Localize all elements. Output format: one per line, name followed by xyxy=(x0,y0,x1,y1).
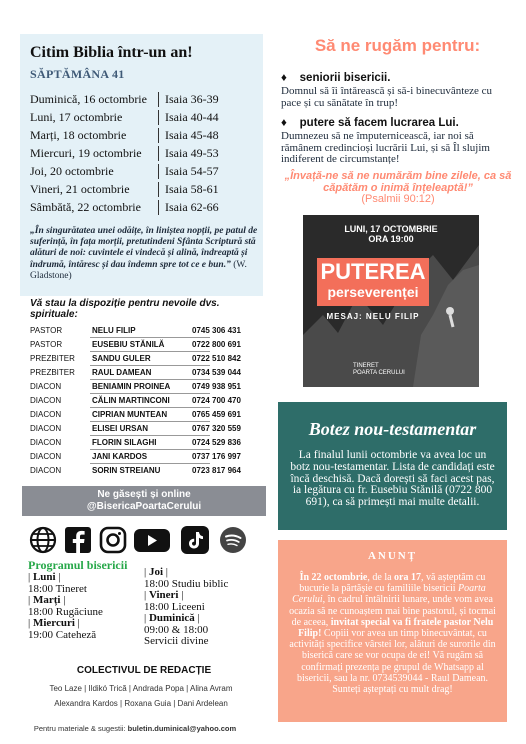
program-time: 18:00 Tineret xyxy=(28,582,87,595)
reading-day: Vineri, 21 octombrie xyxy=(30,182,130,196)
spotify-icon[interactable] xyxy=(218,525,248,555)
name-cell: EUSEBIU STĂNILĂ xyxy=(92,340,165,349)
bible-title: Citim Biblia într-un an! xyxy=(30,44,193,61)
name-cell: RAUL DAMEAN xyxy=(92,368,152,377)
reading-verse: Isaia 49-53 xyxy=(158,146,219,161)
bible-reading-box xyxy=(20,34,263,296)
youtube-icon[interactable] xyxy=(132,525,172,555)
online-line1: Ne găsești și online xyxy=(97,489,191,500)
ann-italic: Poarta Cerului xyxy=(292,583,486,606)
facebook-icon[interactable] xyxy=(63,525,93,555)
ann-bold: ora 17 xyxy=(394,572,421,583)
program-day: Marți xyxy=(32,594,61,606)
phone-cell[interactable]: 0734 539 044 xyxy=(192,368,241,377)
reading-verse: Isaia 36-39 xyxy=(158,92,219,107)
reading-row xyxy=(30,144,260,161)
program-day: Duminică xyxy=(148,612,195,624)
table-row xyxy=(30,352,270,366)
name-cell: FLORIN SILAGHI xyxy=(92,438,157,447)
phone-cell[interactable]: 0724 529 836 xyxy=(192,438,241,447)
ann-text: Copiii vor avea un timp binecuvântat, cu activități specifice vârstei lor, alături de surorile din biserică care se vor ocupa de ei! Vă rugăm să confirmați prezența pe grupul de Whatsapp al bisericii, sau la nr. 0734539044 - Raul Damean. xyxy=(289,628,496,684)
name-cell: SORIN STREIANU xyxy=(92,466,161,475)
table-row xyxy=(30,324,270,338)
table-row xyxy=(30,408,270,422)
baptism-box xyxy=(278,402,507,530)
phone-cell[interactable]: 0737 176 997 xyxy=(192,452,241,461)
servants-heading: Vă stau la dispoziție pentru nevoile dvs. spirituale: xyxy=(30,298,220,320)
role-cell: DIACON xyxy=(30,382,62,391)
contact-line xyxy=(0,724,270,733)
program-time: 18:00 Rugăciune xyxy=(28,605,103,618)
prayer-heading: Să ne rugăm pentru: xyxy=(314,36,481,55)
table-row xyxy=(30,366,270,380)
phone-cell[interactable]: 0767 320 559 xyxy=(192,424,241,433)
reading-day: Joi, 20 octombrie xyxy=(30,164,114,178)
poster-message: MESAJ: NELU FILIP xyxy=(326,312,420,321)
gladstone-quote xyxy=(30,226,260,282)
name-cell: SANDU GULER xyxy=(92,354,151,363)
table-row xyxy=(30,436,270,450)
program-time: Servicii divine xyxy=(144,635,209,647)
quote-text: „În singurătatea unei odăițe, în liniștea nopții, pe patul de suferință, în fața morții, pretutindeni Sfânta Scriptură stă alături de noi: cuvintele ei vindecă și alină, îndreaptă și îndrumă, întăresc și dau îndemn spre tot ce e bun.” xyxy=(30,226,258,270)
baptism-text: La finalul lunii octombrie va avea loc un botz nou-testamentar. Lista de candidați este încă deschisă. Dacă dorești să faci acest pas, ia legătura cu fr. Eusebiu Stănilă (0722 800 691), ca să primești mai multe detalii. xyxy=(290,449,495,509)
ann-text: Sunteți așteptați cu mult drag! xyxy=(332,684,453,696)
program-time: 18:00 Liceeni xyxy=(144,600,205,613)
reading-verse: Isaia 62-66 xyxy=(158,200,219,215)
poster-logo xyxy=(353,363,433,377)
program-item: | Miercuri | xyxy=(28,617,80,629)
role-cell: PREZBITER xyxy=(30,368,75,377)
online-handle: @BisericaPoartaCerului xyxy=(86,501,202,512)
table-row xyxy=(30,394,270,408)
announcement-text xyxy=(285,572,500,695)
program-day: Luni xyxy=(32,571,56,583)
table-row xyxy=(30,422,270,436)
poster-time: ORA 19:00 xyxy=(368,234,414,244)
reading-day: Marți, 18 octombrie xyxy=(30,128,127,142)
name-cell: BENIAMIN PROINEA xyxy=(92,382,171,391)
role-cell: DIACON xyxy=(30,396,62,405)
role-cell: PREZBITER xyxy=(30,354,75,363)
prayer-title-text: seniorii bisericii. xyxy=(299,72,391,84)
editorial-line: Alexandra Kardos | Roxana Guia | Dani Ardelean xyxy=(54,699,228,708)
reading-verse: Isaia 58-61 xyxy=(158,182,219,197)
name-cell: JANI KARDOS xyxy=(92,452,148,461)
program-heading: Programul bisericii xyxy=(28,558,128,572)
name-cell: CĂLIN MARTINCONI xyxy=(92,396,170,405)
reading-day: Sâmbătă, 22 octombrie xyxy=(30,200,141,214)
program-item: | Luni | xyxy=(28,571,61,583)
instagram-icon[interactable] xyxy=(98,525,128,555)
poster-date: LUNI, 17 OCTOMBRIE xyxy=(344,224,438,234)
contact-email[interactable]: buletin.duminical@yahoo.com xyxy=(127,724,237,733)
prayer-item-title: ♦ putere să facem lucrarea Lui. xyxy=(281,117,459,129)
program-time: 09:00 & 18:00 xyxy=(144,623,209,636)
prayer-title-text: putere să facem lucrarea Lui. xyxy=(299,117,459,129)
program-right xyxy=(144,567,269,648)
ann-text: , vă așteptăm cu bucurie la părtășie cu familiile bisericii xyxy=(299,572,486,595)
reading-row xyxy=(30,90,260,107)
verse-ref: (Psalmii 90:12) xyxy=(361,193,435,205)
ann-text: , de la xyxy=(367,572,395,583)
program-item: | Marți | xyxy=(28,594,66,606)
role-cell: DIACON xyxy=(30,410,62,419)
reading-verse: Isaia 54-57 xyxy=(158,164,219,179)
reading-day: Luni, 17 octombrie xyxy=(30,110,123,124)
editorial-line: Teo Laze | Ildikó Trică | Andrada Popa | Alina Avram xyxy=(49,684,233,693)
phone-cell[interactable]: 0749 938 951 xyxy=(192,382,241,391)
prayer-item-text: Dumnezeu să ne împuternicească, iar noi să rămânem credincioși lucrării Lui, și să Îl slujim indiferent de circumstanțe! xyxy=(281,130,490,165)
phone-cell[interactable]: 0722 510 842 xyxy=(192,354,241,363)
program-day: Joi xyxy=(148,566,164,578)
announcement-heading: ANUNȚ xyxy=(367,550,418,562)
reading-verse: Isaia 45-48 xyxy=(158,128,219,143)
psalm-verse xyxy=(278,171,518,206)
phone-cell[interactable]: 0724 700 470 xyxy=(192,396,241,405)
reading-row xyxy=(30,180,260,197)
table-row xyxy=(30,464,270,478)
ann-bold: În 22 octombrie xyxy=(299,572,368,583)
reading-row xyxy=(30,126,260,143)
name-cell: CIPRIAN MUNTEAN xyxy=(92,410,168,419)
reading-verse: Isaia 40-44 xyxy=(158,110,219,125)
verse-text: „Învață-ne să ne numărăm bine zilele, ca să căpătăm o inimă înțeleaptă!” xyxy=(284,170,512,194)
table-row xyxy=(30,380,270,394)
role-cell: DIACON xyxy=(30,438,62,447)
poster-title: PUTEREA xyxy=(320,259,426,284)
phone-cell[interactable]: 0745 306 431 xyxy=(192,326,241,335)
week-label: SĂPTĂMÂNA 41 xyxy=(30,67,125,81)
ann-text: , în cadrul întâlnirii lunare, unde vom avea ocazia să ne cunoaștem mai bine pastorul, și tocmai de aceea, xyxy=(289,594,496,628)
program-day: Vineri xyxy=(148,589,179,601)
tiktok-icon[interactable] xyxy=(180,525,210,555)
globe-icon[interactable] xyxy=(28,525,58,555)
name-cell: ELISEI URSAN xyxy=(92,424,149,433)
role-cell: DIACON xyxy=(30,424,62,433)
table-row xyxy=(30,338,270,352)
editorial-heading: COLECTIVUL DE REDACȚIE xyxy=(76,665,212,676)
program-item: | Duminică | xyxy=(144,612,200,624)
baptism-heading: Botez nou-testamentar xyxy=(308,419,477,439)
poster-logo-line: TINERET xyxy=(353,363,379,369)
contact-label: Pentru materiale & sugestii: xyxy=(33,724,128,733)
quote-author: (W. Gladstone) xyxy=(30,259,247,281)
program-item: | Joi | xyxy=(144,566,168,578)
program-time: 18:00 Studiu biblic xyxy=(144,577,229,590)
role-cell: DIACON xyxy=(30,466,62,475)
prayer-item-title: ♦ seniorii bisericii. xyxy=(281,72,391,84)
announcement-box xyxy=(278,540,507,722)
prayer-item-text: Domnul să îi întărească și să-i binecuvânteze cu pace și cu sănătate în trup! xyxy=(281,85,493,109)
poster-logo-line: POARTA CERULUI xyxy=(353,370,405,376)
reading-day: Miercuri, 19 octombrie xyxy=(30,146,142,160)
reading-row xyxy=(30,198,260,215)
reading-day: Duminică, 16 octombrie xyxy=(30,92,147,106)
role-cell: DIACON xyxy=(30,452,62,461)
table-row xyxy=(30,450,270,464)
reading-row xyxy=(30,108,260,125)
reading-row xyxy=(30,162,260,179)
program-time: 19:00 Cateheză xyxy=(28,628,97,641)
phone-cell[interactable]: 0722 800 691 xyxy=(192,340,241,349)
online-banner[interactable] xyxy=(22,486,266,516)
event-poster[interactable] xyxy=(303,215,479,387)
role-cell: PASTOR xyxy=(30,326,63,335)
poster-subtitle: perseverenței xyxy=(327,284,419,300)
phone-cell[interactable]: 0765 459 691 xyxy=(192,410,241,419)
program-day: Miercuri xyxy=(32,617,75,629)
phone-cell[interactable]: 0723 817 964 xyxy=(192,466,241,475)
role-cell: PASTOR xyxy=(30,340,63,349)
program-item: | Vineri | xyxy=(144,589,184,601)
name-cell: NELU FILIP xyxy=(92,326,136,335)
program-left xyxy=(28,572,138,641)
ann-bold: invitat special va fi fratele pastor Nelu Filip! xyxy=(298,616,494,640)
